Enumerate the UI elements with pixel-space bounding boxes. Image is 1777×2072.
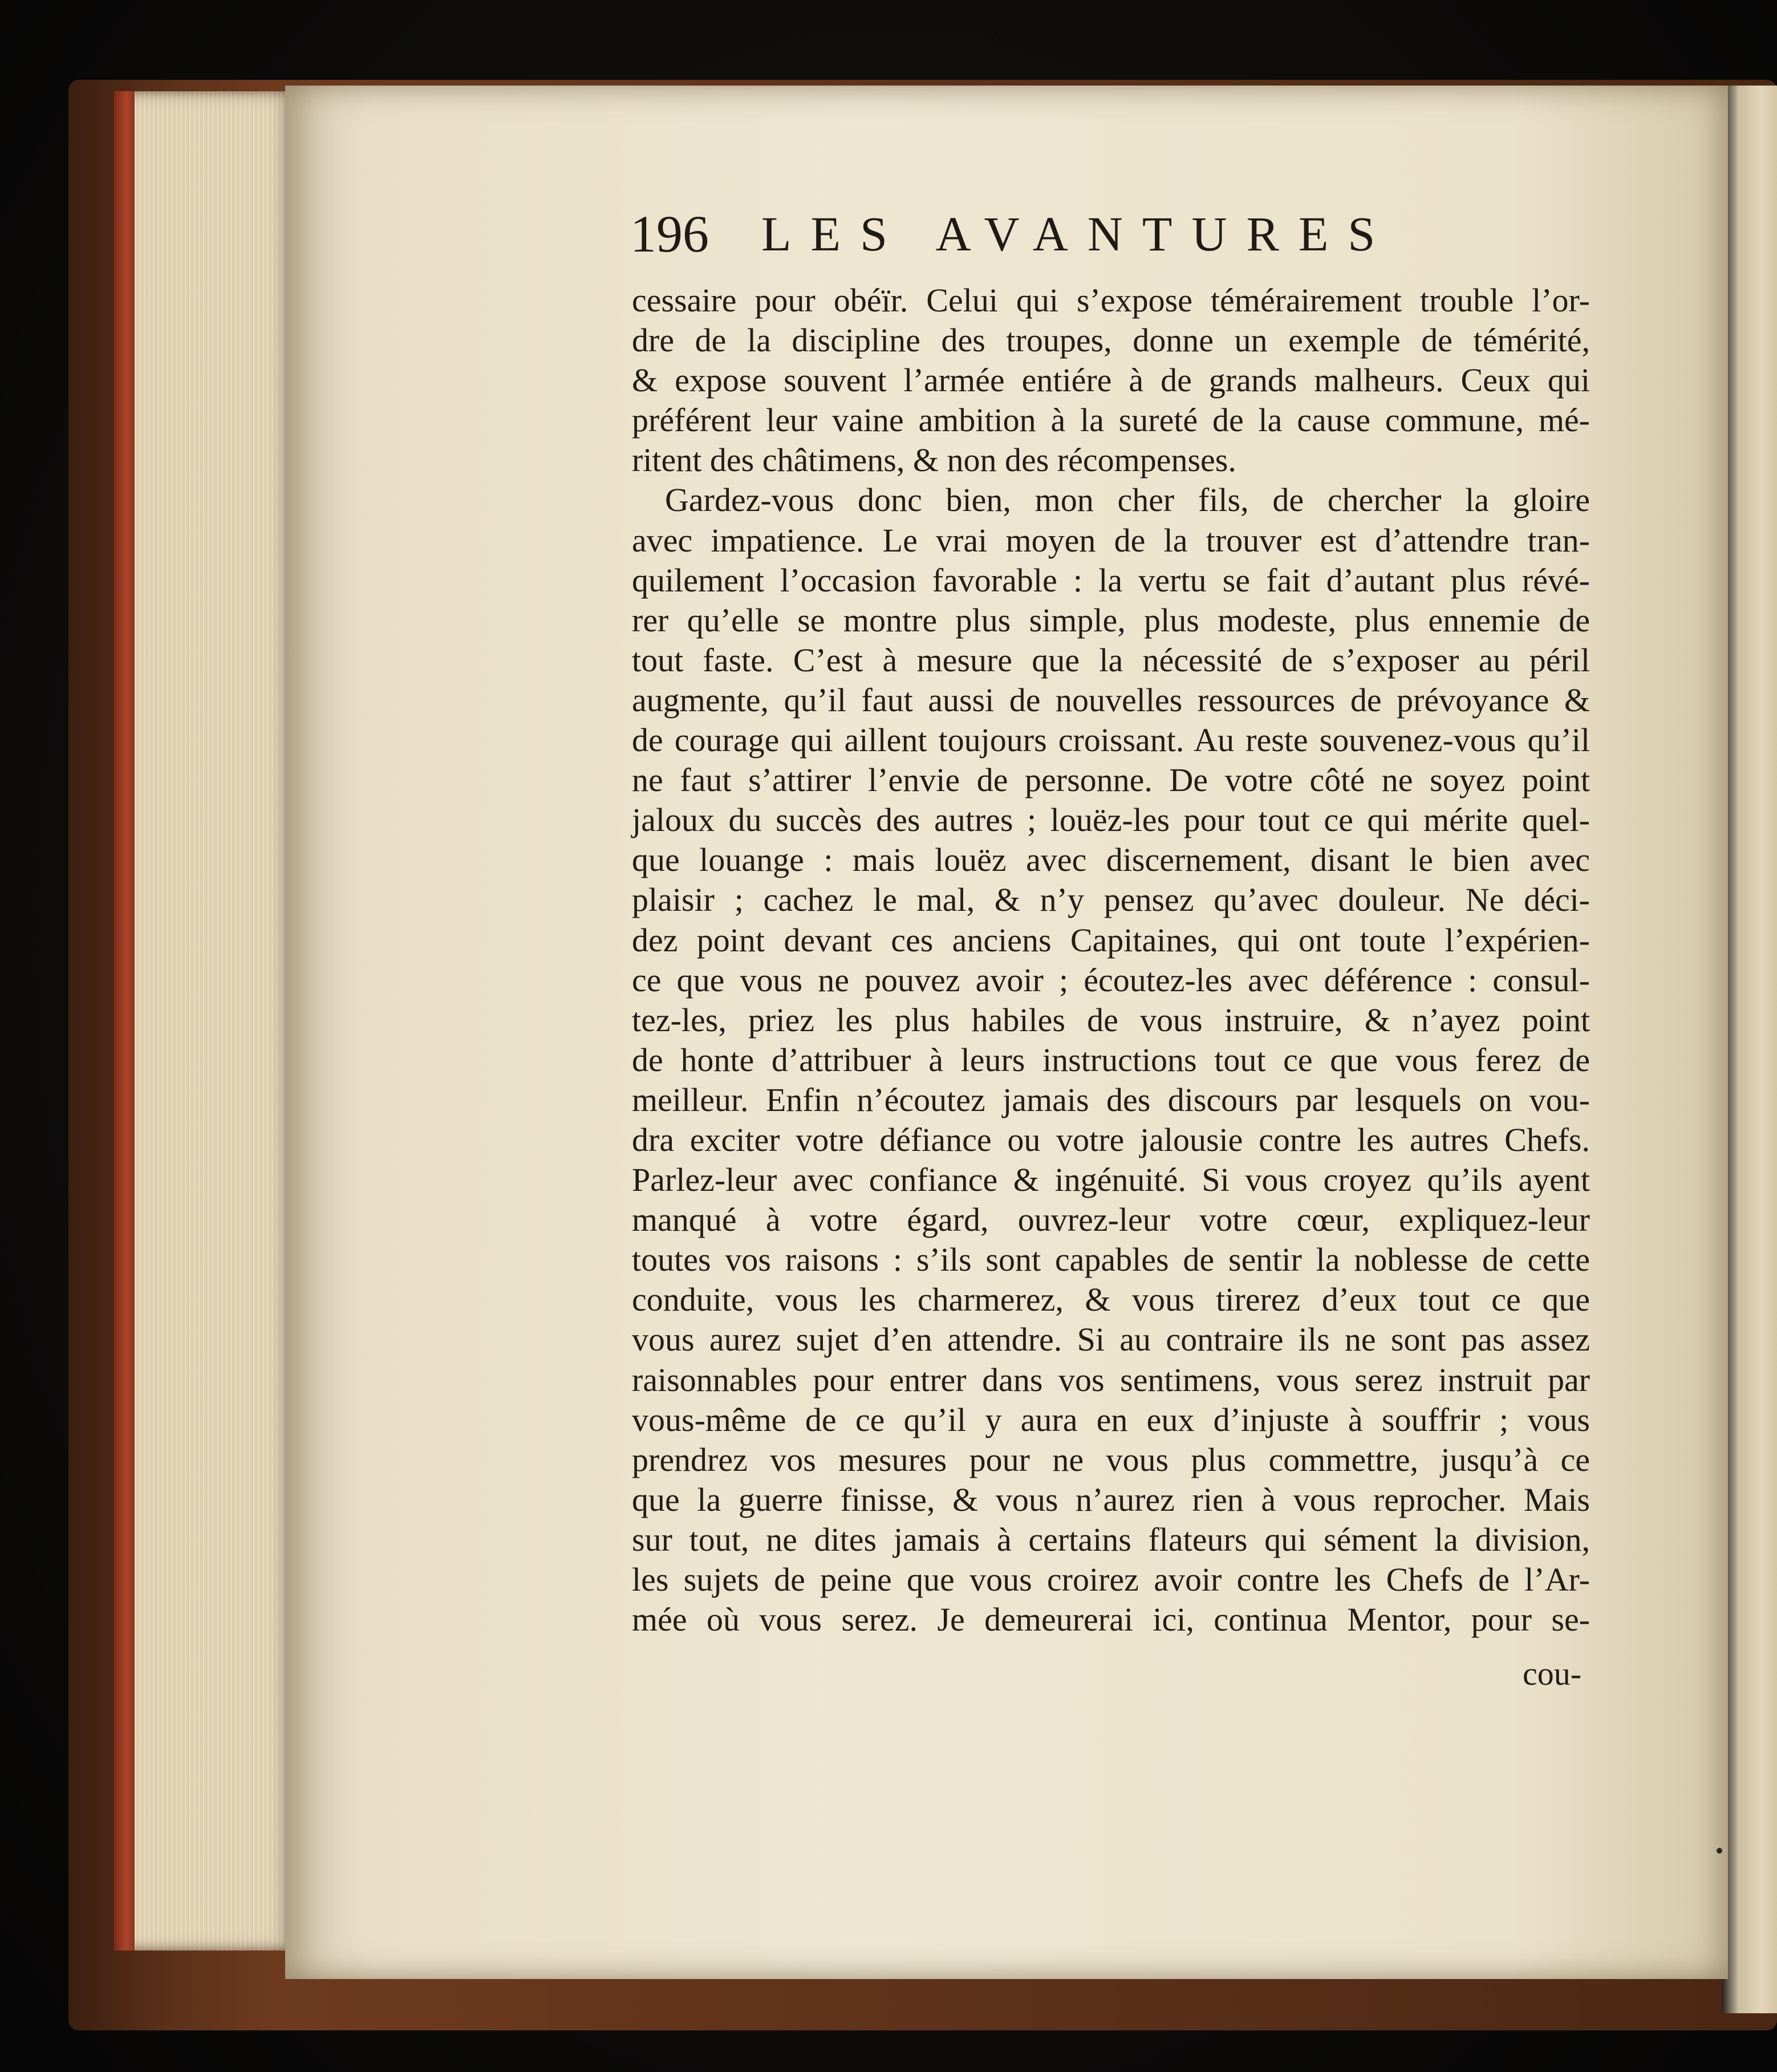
- body-text: [632, 281, 1590, 1640]
- running-title: LES AVANTURES: [761, 206, 1395, 261]
- text-line: manqué à votre égard, ouvrez-leur votre cœur, expliquez-leur: [632, 1201, 1590, 1239]
- text-line: sur tout, ne dites jamais à certains flateurs qui sément la division,: [632, 1520, 1590, 1558]
- ink-dot: [1717, 1848, 1722, 1854]
- page-number: 196: [630, 205, 709, 263]
- red-sprinkled-edge: [114, 91, 135, 1951]
- text-line: dra exciter votre défiance ou votre jalousie contre les autres Chefs.: [632, 1121, 1590, 1158]
- text-line: raisonnables pour entrer dans vos sentimens, vous serez instruit par: [632, 1361, 1590, 1398]
- running-head: [630, 202, 1474, 265]
- text-line: toutes vos raisons : s’ils sont capables de sentir la noblesse de cette: [632, 1241, 1590, 1279]
- paragraph-start-line: Gardez-vous donc bien, mon cher fils, de chercher la gloire: [665, 481, 1590, 519]
- catchword: cou-: [1523, 1655, 1582, 1692]
- text-line: augmente, qu’il faut aussi de nouvelles ressources de prévoyance &: [632, 681, 1590, 719]
- text-line: vous aurez sujet d’en attendre. Si au contraire ils ne sont pas assez: [632, 1321, 1590, 1359]
- text-line: ritent des châtimens, & non des récompenses.: [632, 441, 1236, 479]
- text-line: & expose souvent l’armée entiére à de grands malheurs. Ceux qui: [632, 362, 1590, 399]
- text-line: préférent leur vaine ambition à la sureté de la cause commune, mé-: [632, 402, 1590, 439]
- text-line: que louange : mais louëz avec discernement, disant le bien avec: [632, 841, 1590, 879]
- page-edges: [114, 91, 297, 1951]
- text-line: prendrez vos mesures pour ne vous plus commettre, jusqu’à ce: [632, 1441, 1590, 1478]
- text-line: mée où vous serez. Je demeurerai ici, continua Mentor, pour se-: [632, 1601, 1590, 1639]
- text-line: tout faste. C’est à mesure que la nécessité de s’exposer au péril: [632, 641, 1590, 679]
- text-line: plaisir ; cachez le mal, & n’y pensez qu’avec douleur. Ne déci-: [632, 881, 1590, 919]
- facing-page-edge: [1722, 86, 1777, 2013]
- text-line: ce que vous ne pouvez avoir ; écoutez-les avec déférence : consul-: [632, 961, 1590, 999]
- text-line: conduite, vous les charmerez, & vous tirerez d’eux tout ce que: [632, 1281, 1590, 1319]
- text-line: de courage qui aillent toujours croissant. Au reste souvenez-vous qu’il: [632, 721, 1590, 759]
- text-line: Parlez-leur avec confiance & ingénuité. Si vous croyez qu’ils ayent: [632, 1161, 1590, 1199]
- text-line: dre de la discipline des troupes, donne un exemple de témérité,: [632, 322, 1590, 359]
- text-line: meilleur. Enfin n’écoutez jamais des discours par lesquels on vou-: [632, 1081, 1590, 1118]
- text-line: rer qu’elle se montre plus simple, plus modeste, plus ennemie de: [632, 601, 1590, 639]
- text-line: les sujets de peine que vous croirez avoir contre les Chefs de l’Ar-: [632, 1561, 1590, 1598]
- text-line: jaloux du succès des autres ; louëz-les pour tout ce qui mérite quel-: [632, 801, 1590, 839]
- text-line: tez-les, priez les plus habiles de vous instruire, & n’ayez point: [632, 1001, 1590, 1039]
- text-line: ne faut s’attirer l’envie de personne. De votre côté ne soyez point: [632, 761, 1590, 799]
- text-line: vous-même de ce qu’il y aura en eux d’injuste à souffrir ; vous: [632, 1401, 1590, 1438]
- text-line: de honte d’attribuer à leurs instructions tout ce que vous ferez de: [632, 1041, 1590, 1078]
- text-line: quilement l’occasion favorable : la vertu se fait d’autant plus révé-: [632, 561, 1590, 599]
- text-line: avec impatience. Le vrai moyen de la trouver est d’attendre tran-: [632, 521, 1590, 559]
- text-line: que la guerre finisse, & vous n’aurez rien à vous reprocher. Mais: [632, 1481, 1590, 1518]
- text-line: cessaire pour obéïr. Celui qui s’expose témérairement trouble l’or-: [632, 282, 1590, 319]
- text-line: dez point devant ces anciens Capitaines, qui ont toute l’expérien-: [632, 921, 1590, 959]
